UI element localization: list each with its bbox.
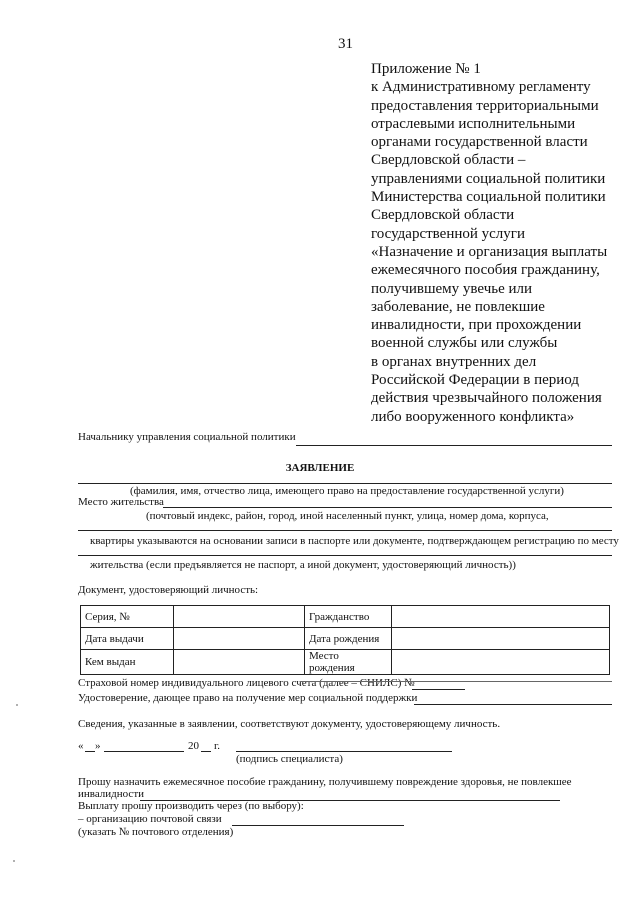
address-field-3[interactable]: [78, 555, 612, 556]
address-field-2[interactable]: [78, 530, 612, 531]
appendix-line: Свердловской области: [371, 207, 515, 224]
appendix-line: отраслевыми исполнительными: [371, 115, 576, 132]
appendix-header: [371, 60, 631, 426]
request-line-2: инвалидности: [78, 788, 145, 800]
payment-label: Выплату прошу производить через (по выбору):: [78, 800, 304, 812]
document-title: ЗАЯВЛЕНИЕ: [285, 462, 355, 474]
appendix-line: ежемесячного пособия гражданину,: [371, 262, 600, 279]
appendix-line: Российской Федерации в период: [371, 372, 580, 389]
snils-label: Страховой номер индивидуального лицевого счета (далее – СНИЛС) №: [78, 677, 415, 689]
verify-statement: Сведения, указанные в заявлении, соответствуют документу, удостоверяющему личность.: [78, 718, 501, 730]
appendix-line: либо вооруженного конфликта»: [371, 408, 575, 425]
fio-field[interactable]: [78, 483, 612, 484]
certificate-field[interactable]: [414, 704, 612, 705]
date-quote-open: «: [78, 740, 84, 752]
signature-hint: (подпись специалиста): [236, 753, 343, 765]
id-doc-table: [80, 605, 610, 675]
date-quote-close: »: [95, 740, 101, 752]
scan-speck: [16, 704, 18, 706]
appendix-line: предоставления территориальными: [371, 97, 599, 114]
address-hint-3: жительства (если предъявляется не паспорт, а иной документ, удостоверяющий личность)): [90, 559, 516, 571]
table-row: [81, 650, 610, 675]
table-row: [81, 606, 610, 628]
address-hint-2: квартиры указываются на основании записи в паспорте или документе, подтверждающем регистрацию по месту: [90, 535, 619, 547]
postal-field[interactable]: [232, 825, 404, 826]
series-value[interactable]: [174, 606, 305, 628]
divider: [300, 681, 612, 682]
addressee-field[interactable]: [296, 445, 612, 446]
appendix-line: к Административному регламенту: [371, 79, 591, 96]
postal-option: – организацию почтовой связи: [78, 813, 222, 825]
appendix-line: «Назначение и организация выплаты: [371, 243, 608, 260]
residence-field[interactable]: [163, 507, 612, 508]
appendix-line: в органах внутренних дел: [371, 353, 537, 370]
birth-date-value[interactable]: [392, 628, 610, 650]
snils-field[interactable]: [412, 689, 465, 690]
appendix-line: Свердловской области –: [371, 152, 526, 169]
appendix-line: Приложение № 1: [371, 61, 481, 77]
certificate-label: Удостоверение, дающее право на получение мер социальной поддержки: [78, 692, 418, 704]
signature-field[interactable]: [236, 751, 452, 752]
appendix-line: инвалидности, при прохождении: [371, 317, 582, 334]
appendix-line: военной службы или службы: [371, 335, 558, 352]
request-line-1: Прошу назначить ежемесячное пособие гражданину, получившему повреждение здоровья, не повлекшее: [78, 776, 572, 788]
date-year-prefix: 20: [188, 740, 199, 752]
page-number: 31: [338, 36, 353, 52]
appendix-line: органами государственной власти: [371, 134, 588, 151]
issued-by-value[interactable]: [174, 650, 305, 675]
id-doc-label: Документ, удостоверяющий личность:: [78, 584, 259, 596]
date-day-field[interactable]: [85, 751, 95, 752]
addressee-label: Начальнику управления социальной политики: [78, 431, 296, 443]
date-month-field[interactable]: [104, 751, 184, 752]
birth-place-value[interactable]: [392, 650, 610, 675]
date-year-suffix: г.: [214, 740, 221, 752]
appendix-line: заболевание, не повлекшие: [371, 298, 545, 315]
scan-speck: [13, 860, 15, 862]
series-label: Серия, №: [81, 606, 174, 628]
issue-date-value[interactable]: [174, 628, 305, 650]
postal-hint: (указать № почтового отделения): [78, 826, 234, 838]
citizenship-value[interactable]: [392, 606, 610, 628]
issued-by-label: Кем выдан: [81, 650, 174, 675]
fio-hint: (фамилия, имя, отчество лица, имеющего право на предоставление государственной услуги): [130, 485, 564, 497]
address-hint: (почтовый индекс, район, город, иной населенный пункт, улица, номер дома, корпуса,: [146, 510, 549, 522]
birth-date-label: Дата рождения: [305, 628, 392, 650]
appendix-line: государственной услуги: [371, 225, 525, 242]
appendix-line: получившему увечье или: [371, 280, 533, 297]
date-year-field[interactable]: [201, 751, 211, 752]
residence-label: Место жительства: [78, 496, 164, 508]
appendix-line: действия чрезвычайного положения: [371, 390, 602, 407]
table-row: [81, 628, 610, 650]
citizenship-label: Гражданство: [305, 606, 392, 628]
appendix-line: Министерства социальной политики: [371, 189, 606, 206]
birth-place-label: Место рождения: [305, 650, 392, 675]
issue-date-label: Дата выдачи: [81, 628, 174, 650]
appendix-line: управлениями социальной политики: [371, 170, 606, 187]
